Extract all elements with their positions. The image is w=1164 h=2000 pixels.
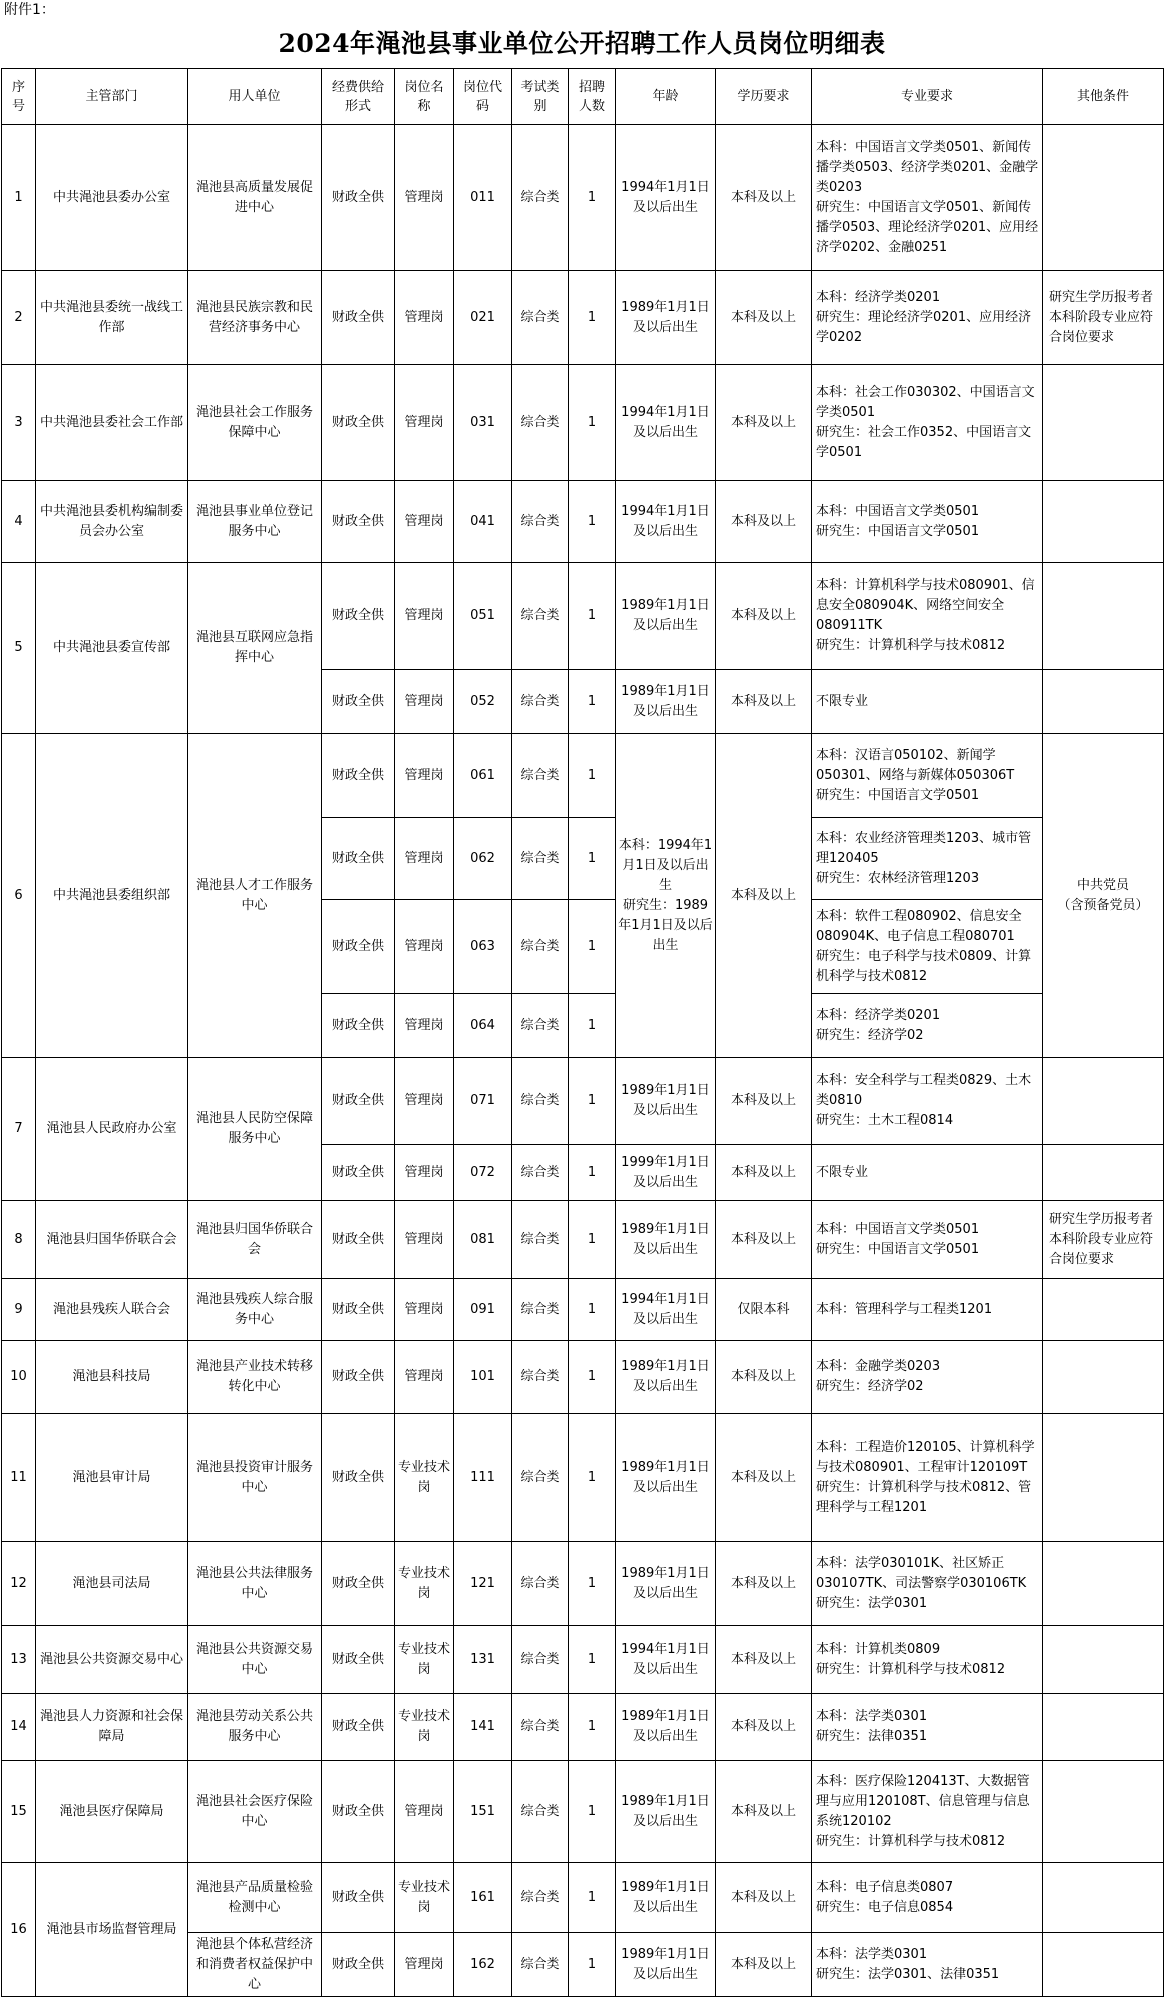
cell-other	[1043, 1341, 1164, 1414]
table-row	[2, 125, 1164, 271]
cell-position-code: 031	[454, 365, 512, 481]
cell-position-name: 管理岗	[395, 1279, 454, 1341]
cell-dept: 渑池县公共资源交易中心	[36, 1626, 188, 1694]
cell-position-code: 162	[454, 1933, 512, 1997]
table-row	[2, 1761, 1164, 1863]
cell-age: 1989年1月1日 及以后出生	[616, 1341, 716, 1414]
cell-major: 不限专业	[812, 1145, 1043, 1201]
table-row	[2, 1694, 1164, 1761]
cell-position-name: 管理岗	[395, 1058, 454, 1145]
cell-major: 本科：法学030101K、社区矫正030107TK、司法警察学030106TK 研究生：法学0301	[812, 1542, 1043, 1626]
cell-education: 本科及以上	[716, 1414, 812, 1542]
cell-funding: 财政全供	[322, 1542, 395, 1626]
cell-funding: 财政全供	[322, 994, 395, 1058]
cell-position-code: 071	[454, 1058, 512, 1145]
cell-position-name: 专业技术岗	[395, 1694, 454, 1761]
cell-position-name: 管理岗	[395, 1341, 454, 1414]
cell-education: 本科及以上	[716, 271, 812, 365]
cell-seq: 1	[2, 125, 36, 271]
cell-unit: 渑池县个体私营经济和消费者权益保护中心	[188, 1933, 322, 1997]
cell-seq: 3	[2, 365, 36, 481]
cell-age: 1994年1月1日 及以后出生	[616, 365, 716, 481]
cell-exam-type: 综合类	[512, 1279, 569, 1341]
cell-other	[1043, 1626, 1164, 1694]
table-row	[2, 1542, 1164, 1626]
cell-count: 1	[569, 994, 616, 1058]
header-age: 年龄	[616, 69, 716, 125]
cell-age: 1989年1月1日 及以后出生	[616, 1761, 716, 1863]
cell-major: 本科：法学类0301 研究生：法学0301、法律0351	[812, 1933, 1043, 1997]
cell-exam-type: 综合类	[512, 271, 569, 365]
table-row	[2, 563, 1164, 670]
header-count: 招聘 人数	[569, 69, 616, 125]
cell-education: 本科及以上	[716, 734, 812, 1058]
cell-unit: 渑池县劳动关系公共服务中心	[188, 1694, 322, 1761]
cell-seq: 10	[2, 1341, 36, 1414]
cell-funding: 财政全供	[322, 1863, 395, 1933]
cell-major: 本科：软件工程080902、信息安全080904K、电子信息工程080701 研究生：电子科学与技术0809、计算机科学与技术0812	[812, 900, 1043, 994]
cell-position-name: 管理岗	[395, 481, 454, 563]
cell-dept: 渑池县科技局	[36, 1341, 188, 1414]
cell-dept: 渑池县人力资源和社会保障局	[36, 1694, 188, 1761]
cell-position-name: 管理岗	[395, 1145, 454, 1201]
cell-unit: 渑池县事业单位登记服务中心	[188, 481, 322, 563]
cell-position-name: 管理岗	[395, 1201, 454, 1279]
cell-age: 1994年1月1日 及以后出生	[616, 125, 716, 271]
cell-position-name: 管理岗	[395, 994, 454, 1058]
cell-other	[1043, 481, 1164, 563]
cell-other: 中共党员 （含预备党员）	[1043, 734, 1164, 1058]
table-row	[2, 1201, 1164, 1279]
cell-seq: 4	[2, 481, 36, 563]
cell-unit: 渑池县社会医疗保险中心	[188, 1761, 322, 1863]
cell-seq: 6	[2, 734, 36, 1058]
cell-dept: 中共渑池县委办公室	[36, 125, 188, 271]
cell-other	[1043, 1761, 1164, 1863]
cell-unit: 渑池县人才工作服务中心	[188, 734, 322, 1058]
header-unit: 用人单位	[188, 69, 322, 125]
cell-major: 本科：中国语言文学类0501 研究生：中国语言文学0501	[812, 1201, 1043, 1279]
cell-major: 本科：计算机类0809 研究生：计算机科学与技术0812	[812, 1626, 1043, 1694]
cell-count: 1	[569, 271, 616, 365]
cell-unit: 渑池县互联网应急指挥中心	[188, 563, 322, 734]
cell-unit: 渑池县产业技术转移转化中心	[188, 1341, 322, 1414]
cell-funding: 财政全供	[322, 1201, 395, 1279]
cell-position-code: 064	[454, 994, 512, 1058]
cell-position-code: 062	[454, 818, 512, 900]
cell-major: 本科：管理科学与工程类1201	[812, 1279, 1043, 1341]
cell-exam-type: 综合类	[512, 481, 569, 563]
header-funding: 经费供给 形式	[322, 69, 395, 125]
cell-other	[1043, 1414, 1164, 1542]
cell-age: 1989年1月1日 及以后出生	[616, 1414, 716, 1542]
cell-exam-type: 综合类	[512, 994, 569, 1058]
cell-funding: 财政全供	[322, 818, 395, 900]
cell-exam-type: 综合类	[512, 1542, 569, 1626]
cell-education: 本科及以上	[716, 1542, 812, 1626]
cell-position-code: 141	[454, 1694, 512, 1761]
cell-position-name: 管理岗	[395, 670, 454, 734]
cell-position-name: 管理岗	[395, 1761, 454, 1863]
cell-major: 本科：计算机科学与技术080901、信息安全080904K、网络空间安全080911TK 研究生：计算机科学与技术0812	[812, 563, 1043, 670]
cell-major: 本科：中国语言文学类0501、新闻传播学类0503、经济学类0201、金融学类0203 研究生：中国语言文学0501、新闻传播学0503、理论经济学0201、应用经济学0202、金融0251	[812, 125, 1043, 271]
table-row	[2, 271, 1164, 365]
cell-position-code: 081	[454, 1201, 512, 1279]
cell-age: 1989年1月1日 及以后出生	[616, 670, 716, 734]
cell-count: 1	[569, 481, 616, 563]
cell-position-name: 专业技术岗	[395, 1414, 454, 1542]
cell-seq: 14	[2, 1694, 36, 1761]
table-row	[2, 1626, 1164, 1694]
cell-education: 本科及以上	[716, 1145, 812, 1201]
cell-age: 本科：1994年1月1日及以后出生 研究生：1989年1月1日及以后出生	[616, 734, 716, 1058]
cell-count: 1	[569, 900, 616, 994]
cell-major: 本科：安全科学与工程类0829、土木类0810 研究生：土木工程0814	[812, 1058, 1043, 1145]
cell-position-name: 管理岗	[395, 900, 454, 994]
cell-major: 本科：工程造价120105、计算机科学与技术080901、工程审计120109T 研究生：计算机科学与技术0812、管理科学与工程1201	[812, 1414, 1043, 1542]
cell-position-name: 管理岗	[395, 271, 454, 365]
cell-dept: 渑池县医疗保障局	[36, 1761, 188, 1863]
cell-other	[1043, 563, 1164, 670]
cell-major: 本科：电子信息类0807 研究生：电子信息0854	[812, 1863, 1043, 1933]
cell-education: 本科及以上	[716, 1761, 812, 1863]
cell-education: 仅限本科	[716, 1279, 812, 1341]
cell-seq: 5	[2, 563, 36, 734]
cell-education: 本科及以上	[716, 1201, 812, 1279]
cell-dept: 渑池县人民政府办公室	[36, 1058, 188, 1201]
cell-position-name: 专业技术岗	[395, 1863, 454, 1933]
cell-exam-type: 综合类	[512, 125, 569, 271]
cell-seq: 2	[2, 271, 36, 365]
cell-exam-type: 综合类	[512, 1145, 569, 1201]
cell-unit: 渑池县民族宗教和民营经济事务中心	[188, 271, 322, 365]
cell-position-code: 131	[454, 1626, 512, 1694]
cell-unit: 渑池县高质量发展促进中心	[188, 125, 322, 271]
cell-education: 本科及以上	[716, 365, 812, 481]
cell-unit: 渑池县产品质量检验检测中心	[188, 1863, 322, 1933]
cell-position-name: 管理岗	[395, 365, 454, 481]
cell-dept: 渑池县残疾人联合会	[36, 1279, 188, 1341]
cell-position-name: 管理岗	[395, 563, 454, 670]
cell-position-code: 051	[454, 563, 512, 670]
cell-count: 1	[569, 1863, 616, 1933]
cell-other: 研究生学历报考者本科阶段专业应符合岗位要求	[1043, 271, 1164, 365]
cell-exam-type: 综合类	[512, 1933, 569, 1997]
cell-seq: 15	[2, 1761, 36, 1863]
cell-funding: 财政全供	[322, 1058, 395, 1145]
cell-position-name: 管理岗	[395, 818, 454, 900]
table-row	[2, 734, 1164, 818]
cell-other	[1043, 365, 1164, 481]
cell-exam-type: 综合类	[512, 1058, 569, 1145]
cell-position-code: 151	[454, 1761, 512, 1863]
cell-position-name: 管理岗	[395, 1933, 454, 1997]
cell-exam-type: 综合类	[512, 1341, 569, 1414]
cell-seq: 8	[2, 1201, 36, 1279]
cell-other	[1043, 1145, 1164, 1201]
cell-position-code: 111	[454, 1414, 512, 1542]
cell-dept: 渑池县司法局	[36, 1542, 188, 1626]
table-row	[2, 1058, 1164, 1145]
table-row	[2, 1863, 1164, 1933]
cell-age: 1989年1月1日 及以后出生	[616, 1694, 716, 1761]
cell-age: 1989年1月1日 及以后出生	[616, 1542, 716, 1626]
cell-funding: 财政全供	[322, 1341, 395, 1414]
cell-count: 1	[569, 1279, 616, 1341]
cell-age: 1994年1月1日 及以后出生	[616, 481, 716, 563]
cell-funding: 财政全供	[322, 670, 395, 734]
cell-other	[1043, 1863, 1164, 1933]
cell-age: 1989年1月1日 及以后出生	[616, 271, 716, 365]
cell-education: 本科及以上	[716, 125, 812, 271]
cell-position-code: 063	[454, 900, 512, 994]
cell-other	[1043, 1694, 1164, 1761]
header-dept: 主管部门	[36, 69, 188, 125]
cell-unit: 渑池县投资审计服务中心	[188, 1414, 322, 1542]
header-education: 学历要求	[716, 69, 812, 125]
cell-age: 1994年1月1日 及以后出生	[616, 1626, 716, 1694]
cell-position-code: 091	[454, 1279, 512, 1341]
cell-dept: 中共渑池县委宣传部	[36, 563, 188, 734]
cell-funding: 财政全供	[322, 734, 395, 818]
cell-education: 本科及以上	[716, 1694, 812, 1761]
cell-other	[1043, 1542, 1164, 1626]
cell-position-code: 041	[454, 481, 512, 563]
cell-dept: 中共渑池县委社会工作部	[36, 365, 188, 481]
cell-position-name: 专业技术岗	[395, 1626, 454, 1694]
cell-funding: 财政全供	[322, 1414, 395, 1542]
table-row	[2, 1414, 1164, 1542]
cell-unit: 渑池县社会工作服务保障中心	[188, 365, 322, 481]
cell-exam-type: 综合类	[512, 818, 569, 900]
cell-count: 1	[569, 1694, 616, 1761]
cell-count: 1	[569, 1542, 616, 1626]
cell-seq: 11	[2, 1414, 36, 1542]
cell-exam-type: 综合类	[512, 900, 569, 994]
cell-major: 本科：中国语言文学类0501 研究生：中国语言文学0501	[812, 481, 1043, 563]
cell-count: 1	[569, 1414, 616, 1542]
cell-age: 1989年1月1日 及以后出生	[616, 1058, 716, 1145]
cell-position-code: 052	[454, 670, 512, 734]
cell-count: 1	[569, 1341, 616, 1414]
cell-count: 1	[569, 670, 616, 734]
cell-exam-type: 综合类	[512, 1414, 569, 1542]
cell-age: 1989年1月1日 及以后出生	[616, 563, 716, 670]
cell-count: 1	[569, 365, 616, 481]
header-seq: 序 号	[2, 69, 36, 125]
cell-seq: 16	[2, 1863, 36, 1997]
cell-education: 本科及以上	[716, 481, 812, 563]
cell-funding: 财政全供	[322, 1694, 395, 1761]
cell-funding: 财政全供	[322, 1626, 395, 1694]
cell-funding: 财政全供	[322, 1145, 395, 1201]
cell-seq: 12	[2, 1542, 36, 1626]
header-other: 其他条件	[1043, 69, 1164, 125]
cell-count: 1	[569, 1145, 616, 1201]
cell-position-name: 专业技术岗	[395, 1542, 454, 1626]
cell-exam-type: 综合类	[512, 563, 569, 670]
cell-unit: 渑池县人民防空保障服务中心	[188, 1058, 322, 1201]
cell-education: 本科及以上	[716, 670, 812, 734]
page-title: 2024年渑池县事业单位公开招聘工作人员岗位明细表	[278, 29, 886, 58]
cell-funding: 财政全供	[322, 125, 395, 271]
table-row	[2, 365, 1164, 481]
cell-funding: 财政全供	[322, 563, 395, 670]
table-row	[2, 1279, 1164, 1341]
cell-dept: 渑池县归国华侨联合会	[36, 1201, 188, 1279]
cell-age: 1989年1月1日 及以后出生	[616, 1863, 716, 1933]
cell-funding: 财政全供	[322, 1279, 395, 1341]
cell-other	[1043, 1933, 1164, 1997]
cell-funding: 财政全供	[322, 481, 395, 563]
cell-major: 本科：经济学类0201 研究生：理论经济学0201、应用经济学0202	[812, 271, 1043, 365]
cell-position-name: 管理岗	[395, 734, 454, 818]
header-major: 专业要求	[812, 69, 1043, 125]
cell-position-code: 061	[454, 734, 512, 818]
cell-exam-type: 综合类	[512, 365, 569, 481]
cell-count: 1	[569, 1058, 616, 1145]
cell-education: 本科及以上	[716, 1863, 812, 1933]
cell-funding: 财政全供	[322, 900, 395, 994]
cell-major: 本科：医疗保险120413T、大数据管理与应用120108T、信息管理与信息系统120102 研究生：计算机科学与技术0812	[812, 1761, 1043, 1863]
cell-major: 本科：金融学类0203 研究生：经济学02	[812, 1341, 1043, 1414]
cell-major: 本科：农业经济管理类1203、城市管理120405 研究生：农林经济管理1203	[812, 818, 1043, 900]
cell-seq: 7	[2, 1058, 36, 1201]
cell-other	[1043, 1058, 1164, 1145]
cell-education: 本科及以上	[716, 563, 812, 670]
cell-major: 本科：法学类0301 研究生：法律0351	[812, 1694, 1043, 1761]
cell-exam-type: 综合类	[512, 1626, 569, 1694]
cell-other	[1043, 125, 1164, 271]
cell-dept: 渑池县市场监督管理局	[36, 1863, 188, 1997]
cell-dept: 中共渑池县委机构编制委员会办公室	[36, 481, 188, 563]
cell-count: 1	[569, 734, 616, 818]
cell-education: 本科及以上	[716, 1341, 812, 1414]
cell-exam-type: 综合类	[512, 1761, 569, 1863]
cell-age: 1999年1月1日 及以后出生	[616, 1145, 716, 1201]
table-row	[2, 1341, 1164, 1414]
cell-major: 本科：社会工作030302、中国语言文学类0501 研究生：社会工作0352、中国语言文学0501	[812, 365, 1043, 481]
cell-position-code: 072	[454, 1145, 512, 1201]
cell-count: 1	[569, 563, 616, 670]
cell-dept: 渑池县审计局	[36, 1414, 188, 1542]
table-header-row	[2, 69, 1164, 125]
cell-funding: 财政全供	[322, 1761, 395, 1863]
cell-funding: 财政全供	[322, 365, 395, 481]
cell-unit: 渑池县残疾人综合服务中心	[188, 1279, 322, 1341]
header-position-code: 岗位代 码	[454, 69, 512, 125]
cell-exam-type: 综合类	[512, 1863, 569, 1933]
table-row	[2, 481, 1164, 563]
cell-count: 1	[569, 1761, 616, 1863]
header-exam-type: 考试类 别	[512, 69, 569, 125]
cell-count: 1	[569, 1626, 616, 1694]
cell-position-code: 021	[454, 271, 512, 365]
cell-unit: 渑池县归国华侨联合会	[188, 1201, 322, 1279]
cell-funding: 财政全供	[322, 1933, 395, 1997]
cell-position-code: 121	[454, 1542, 512, 1626]
cell-other	[1043, 670, 1164, 734]
cell-dept: 中共渑池县委组织部	[36, 734, 188, 1058]
cell-exam-type: 综合类	[512, 1201, 569, 1279]
cell-seq: 13	[2, 1626, 36, 1694]
cell-unit: 渑池县公共资源交易中心	[188, 1626, 322, 1694]
cell-position-code: 161	[454, 1863, 512, 1933]
position-table	[1, 68, 1164, 1997]
cell-other	[1043, 1279, 1164, 1341]
cell-age: 1989年1月1日 及以后出生	[616, 1933, 716, 1997]
cell-position-code: 011	[454, 125, 512, 271]
cell-position-name: 管理岗	[395, 125, 454, 271]
cell-education: 本科及以上	[716, 1626, 812, 1694]
cell-other: 研究生学历报考者本科阶段专业应符合岗位要求	[1043, 1201, 1164, 1279]
cell-count: 1	[569, 125, 616, 271]
cell-funding: 财政全供	[322, 271, 395, 365]
cell-exam-type: 综合类	[512, 734, 569, 818]
cell-dept: 中共渑池县委统一战线工作部	[36, 271, 188, 365]
cell-age: 1989年1月1日 及以后出生	[616, 1201, 716, 1279]
cell-major: 本科：汉语言050102、新闻学050301、网络与新媒体050306T 研究生：中国语言文学0501	[812, 734, 1043, 818]
cell-major: 本科：经济学类0201 研究生：经济学02	[812, 994, 1043, 1058]
cell-education: 本科及以上	[716, 1058, 812, 1145]
cell-position-code: 101	[454, 1341, 512, 1414]
attachment-label: 附件1：	[4, 2, 55, 18]
cell-education: 本科及以上	[716, 1933, 812, 1997]
cell-count: 1	[569, 1201, 616, 1279]
cell-age: 1994年1月1日 及以后出生	[616, 1279, 716, 1341]
cell-count: 1	[569, 818, 616, 900]
header-position-name: 岗位名 称	[395, 69, 454, 125]
cell-count: 1	[569, 1933, 616, 1997]
cell-exam-type: 综合类	[512, 1694, 569, 1761]
cell-seq: 9	[2, 1279, 36, 1341]
cell-exam-type: 综合类	[512, 670, 569, 734]
cell-major: 不限专业	[812, 670, 1043, 734]
cell-unit: 渑池县公共法律服务中心	[188, 1542, 322, 1626]
